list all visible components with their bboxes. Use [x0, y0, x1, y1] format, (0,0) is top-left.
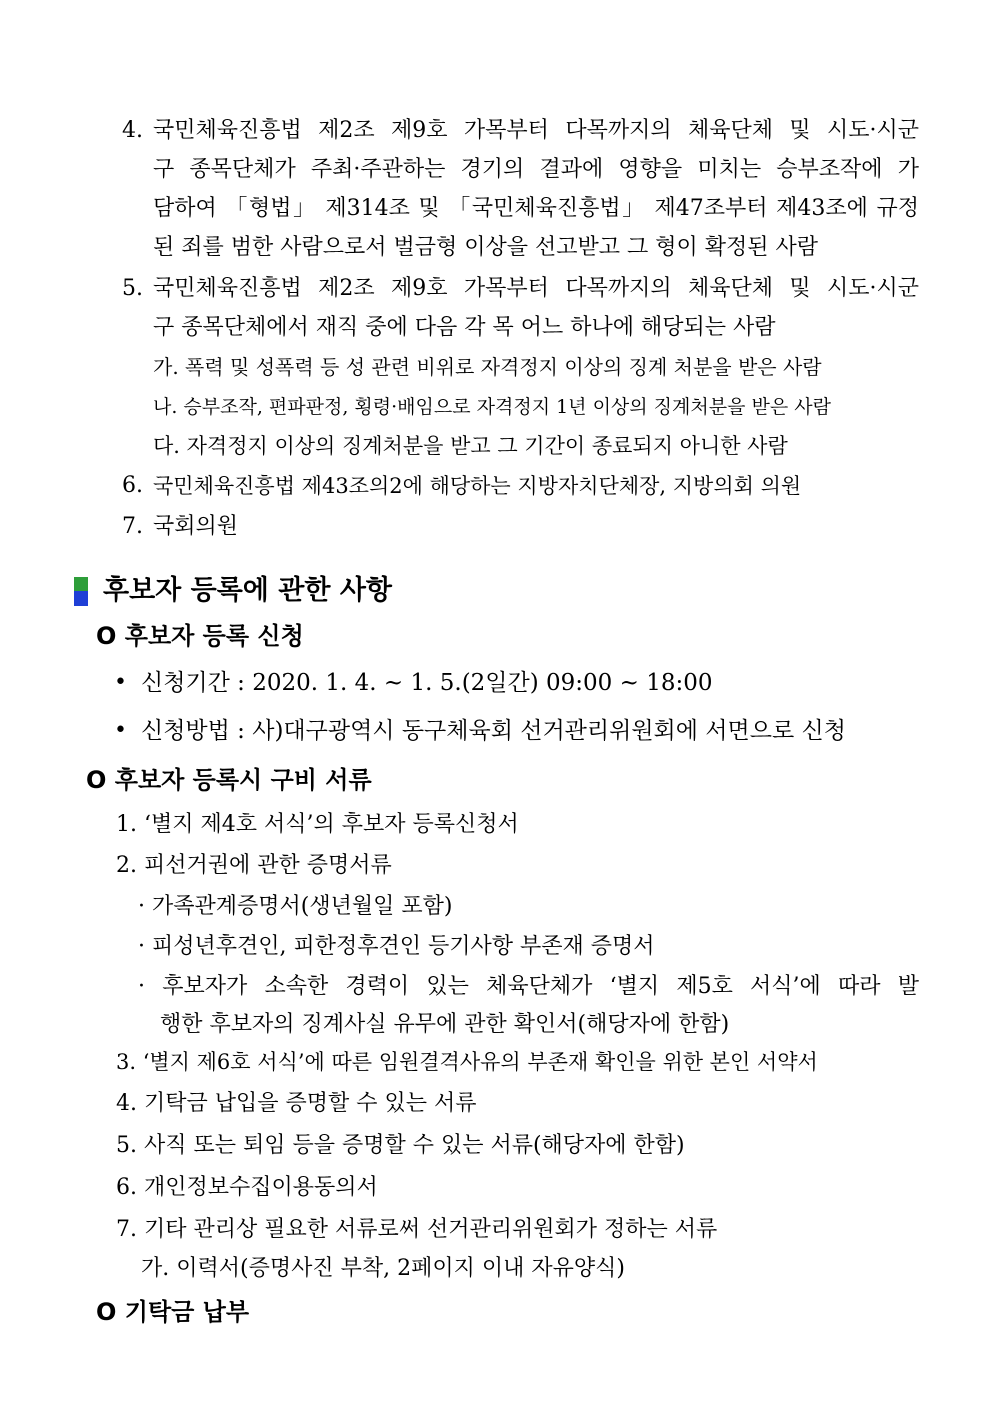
document-item: 4. 기탁금 납입을 증명할 수 있는 서류 — [116, 1091, 477, 1116]
sub-item: 가. 폭력 및 성폭력 등 성 관련 비위로 자격정지 이상의 징계 처분을 받은 사람 — [153, 355, 822, 379]
document-item: 2. 피선거권에 관한 증명서류 — [116, 853, 392, 878]
bullet-dot: • — [114, 718, 127, 743]
bullet-text: 신청기간 : 2020. 1. 4. ~ 1. 5.(2일간) 09:00 ~ 18:00 — [141, 670, 713, 696]
sub-item: 나. 승부조작, 편파판정, 횡령·배임으로 자격정지 1년 이상의 징계처분을 받은 사람 — [153, 396, 831, 418]
document-subitem: · 피성년후견인, 피한정후견인 등기사항 부존재 증명서 — [138, 934, 655, 959]
item-line: 된 죄를 범한 사람으로서 벌금형 이상을 선고받고 그 형이 확정된 사람 — [153, 235, 818, 260]
section-title: 후보자 등록에 관한 사항 — [103, 575, 393, 606]
document-item: 6. 개인정보수집이용동의서 — [116, 1175, 378, 1200]
subsection-title: O 후보자 등록 신청 — [96, 622, 304, 650]
document-subitem: 행한 후보자의 징계사실 유무에 관한 확인서(해당자에 한함) — [160, 1012, 730, 1037]
document-subitem: · 후보자가 소속한 경력이 있는 체육단체가 ‘별지 제5호 서식’에 따라 발 — [138, 974, 919, 999]
subsection-title: O 기탁금 납부 — [96, 1298, 250, 1326]
subsection-title: O 후보자 등록시 구비 서류 — [86, 766, 372, 794]
item-line: 국회의원 — [153, 514, 239, 539]
item-line: 담하여 「형법」 제314조 및 「국민체육진흥법」 제47조부터 제43조에 규정 — [153, 196, 919, 221]
document-item: 1. ‘별지 제4호 서식’의 후보자 등록신청서 — [116, 812, 519, 837]
bullet-dot: • — [114, 670, 127, 695]
section-marker — [74, 577, 88, 591]
item-line: 구 종목단체에서 재직 중에 다음 각 목 어느 하나에 해당되는 사람 — [153, 315, 776, 340]
item-line: 국민체육진흥법 제43조의2에 해당하는 지방자치단체장, 지방의회 의원 — [153, 474, 802, 498]
item-number: 7. — [122, 514, 143, 539]
document-subitem: 가. 이력서(증명사진 부착, 2페이지 이내 자유양식) — [141, 1256, 625, 1281]
item-line: 국민체육진흥법 제2조 제9호 가목부터 다목까지의 체육단체 및 시도·시군 — [153, 118, 919, 143]
document-item: 5. 사직 또는 퇴임 등을 증명할 수 있는 서류(해당자에 한함) — [116, 1133, 685, 1158]
item-number: 5. — [122, 276, 143, 301]
item-line: 국민체육진흥법 제2조 제9호 가목부터 다목까지의 체육단체 및 시도·시군 — [153, 276, 919, 301]
section-marker — [74, 591, 88, 606]
bullet-text: 신청방법 : 사)대구광역시 동구체육회 선거관리위원회에 서면으로 신청 — [141, 718, 846, 744]
item-number: 6. — [122, 473, 143, 498]
sub-item: 다. 자격정지 이상의 징계처분을 받고 그 기간이 종료되지 아니한 사람 — [153, 434, 788, 458]
document-subitem: · 가족관계증명서(생년월일 포함) — [138, 894, 453, 919]
document-item: 3. ‘별지 제6호 서식’에 따른 임원결격사유의 부존재 확인을 위한 본인 서약서 — [116, 1050, 818, 1074]
item-line: 구 종목단체가 주최·주관하는 경기의 결과에 영향을 미치는 승부조작에 가 — [153, 157, 919, 182]
item-number: 4. — [122, 118, 143, 143]
document-item: 7. 기타 관리상 필요한 서류로써 선거관리위원회가 정하는 서류 — [116, 1217, 718, 1242]
